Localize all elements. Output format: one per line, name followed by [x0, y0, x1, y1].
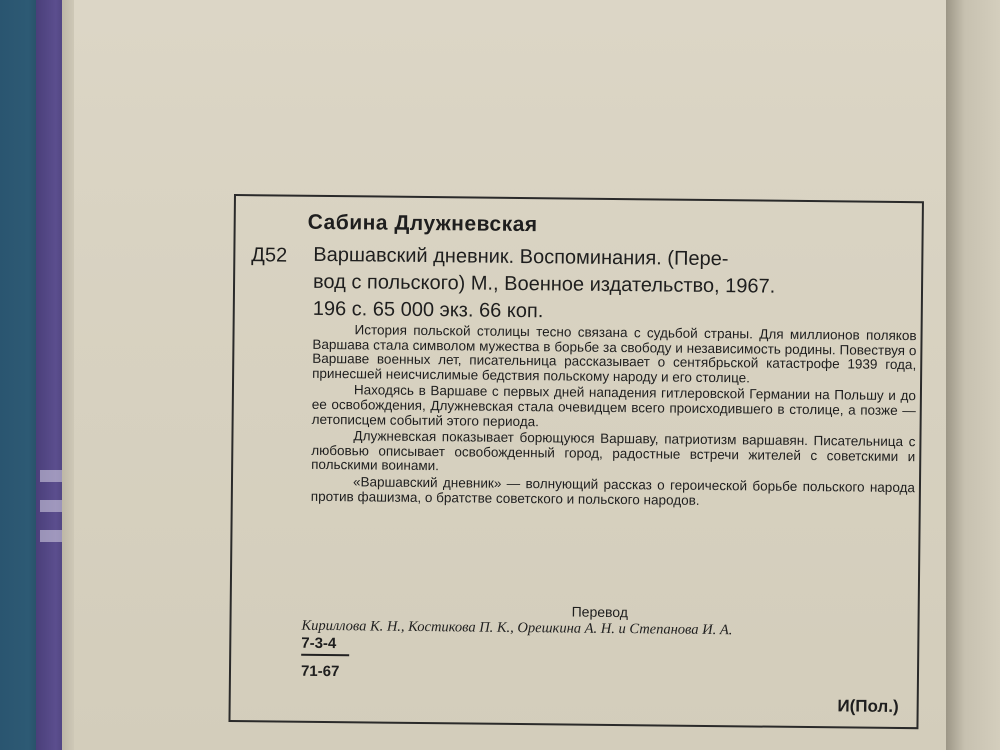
- book-page: [74, 0, 946, 750]
- title-block: [313, 242, 918, 329]
- translators: Кириллова К. Н., Костикова П. К., Орешкина А. Н. и Степанова И. А.: [301, 617, 733, 639]
- annotation-paragraph: Находясь в Варшаве с первых дней нападения гитлеровской Германии на Польшу и до ее освобождения, Длужневская стала очевидцем всего происходившего в столице, а позже — летописцем событий этого периода.: [311, 382, 917, 429]
- annotation-paragraph: «Варшавский дневник» — волнующий рассказ о героической борьбе польского народа против фашизма, о братстве советского и польского народов.: [310, 474, 916, 508]
- annotation: [311, 323, 917, 512]
- catalog-card: [228, 194, 923, 729]
- classification-divider: [301, 654, 349, 657]
- index-code: Д52: [251, 244, 288, 267]
- translation-label: Перевод: [571, 603, 629, 621]
- language-code: И(Пол.): [837, 696, 899, 716]
- publication-details: 196 с. 65 000 экз. 66 коп.: [312, 297, 544, 323]
- title-line: Варшавский дневник. Воспоминания. (Пере-: [313, 243, 729, 271]
- annotation-paragraph: Длужневская показывает борющуюся Варшаву, патриотизм варшавян. Писательница с любовью описывает освобожденный город, радостные встречи жителей с советскими и польскими воинами.: [311, 428, 916, 474]
- classification-bottom: 71-67: [300, 662, 340, 681]
- author-name: Сабина Длужневская: [307, 210, 538, 237]
- title-line: вод с польского) М., Военное издательство, 1967.: [312, 270, 776, 298]
- next-page-edge: [946, 0, 1000, 750]
- annotation-paragraph: История польской столицы тесно связана с судьбой страны. Для миллионов поляков Варшава стала символом мужества в борьбе за свободу и независимость родины. Повествуя о Варшаве военных лет, писательница рассказывает о сентябрьской катастрофе 1939 года, принесшей неисчислимые бедствия польскому народу и его столице.: [312, 322, 917, 386]
- classification-top: 7-3-4: [301, 634, 337, 653]
